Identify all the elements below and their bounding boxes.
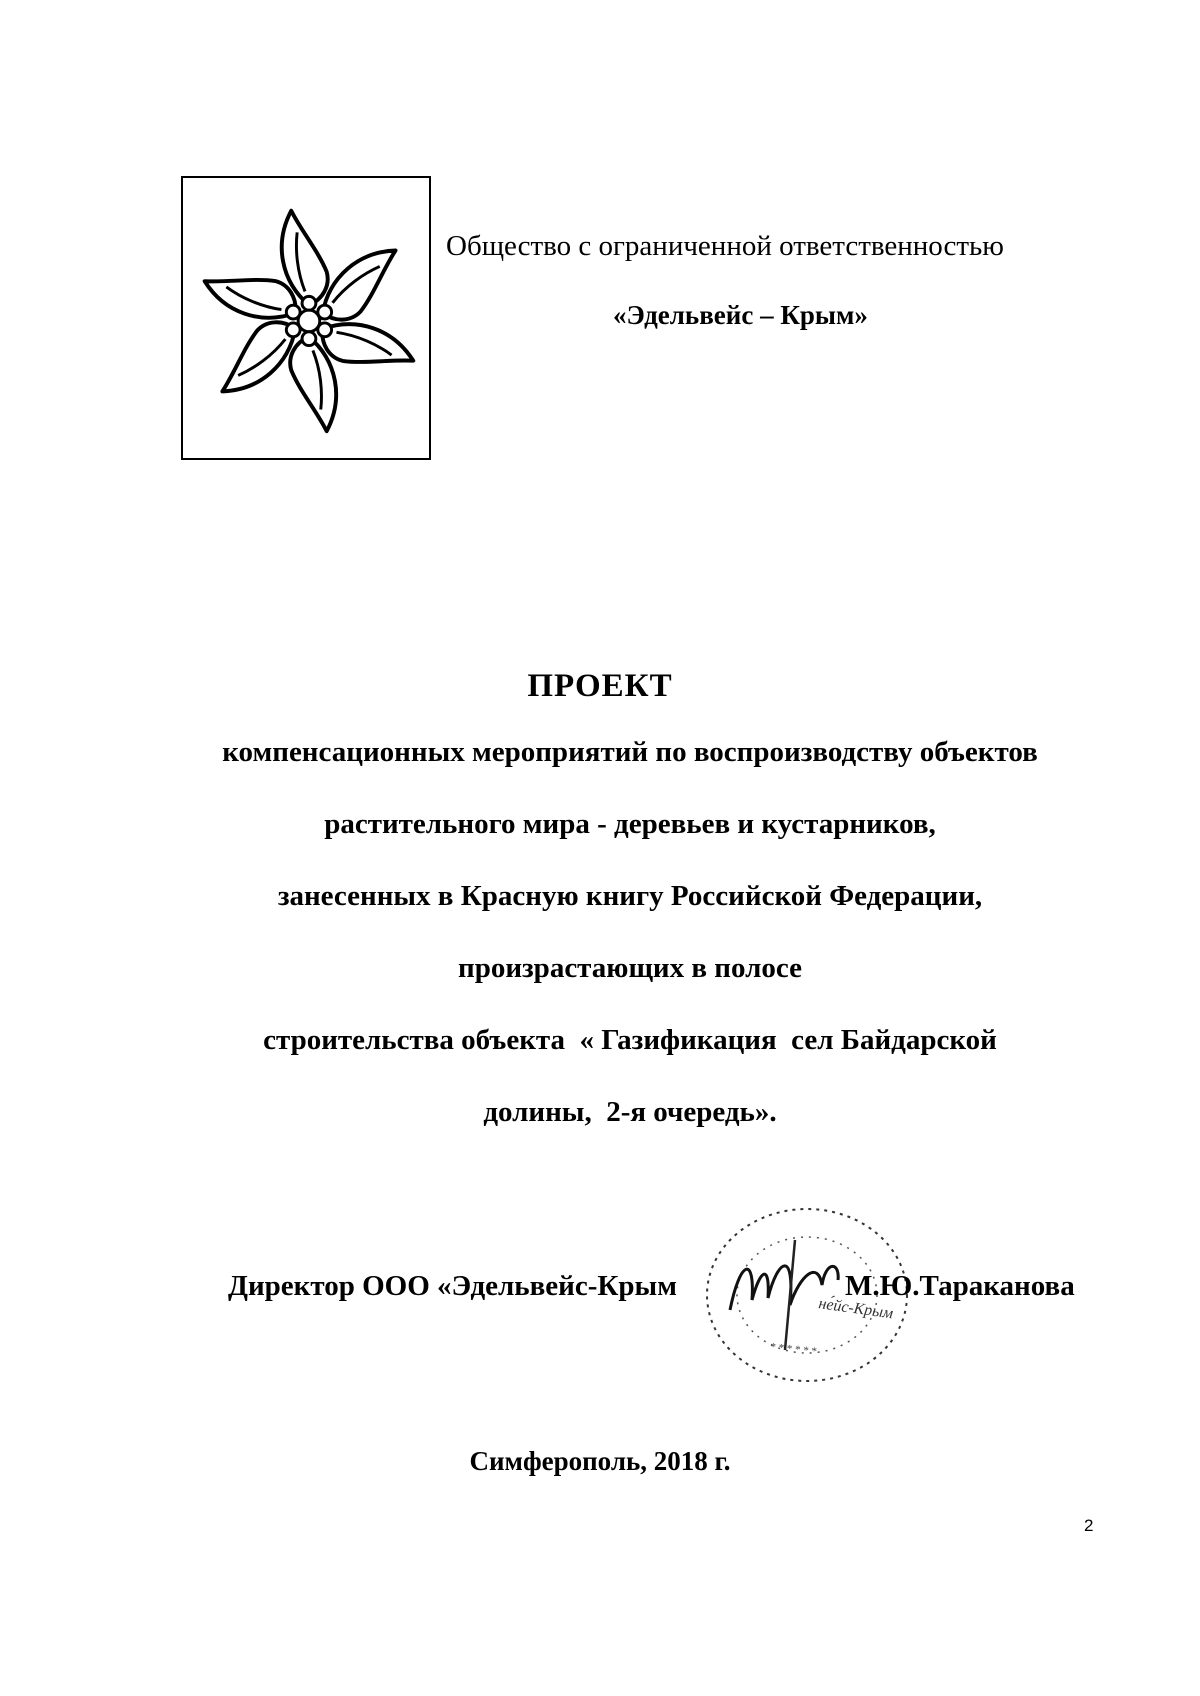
- subtitle-line: компенсационных мероприятий по воспроизводству объектов: [222, 736, 1038, 768]
- city-year: Симферополь, 2018 г.: [469, 1446, 731, 1476]
- page-number: 2: [1084, 1516, 1094, 1535]
- document-subtitle: [150, 732, 1110, 1164]
- company-legal-form: Общество с ограниченной ответственностью: [446, 230, 1004, 262]
- subtitle-line: долины, 2-я очередь».: [483, 1096, 777, 1128]
- document-title: ПРОЕКТ: [527, 668, 673, 704]
- svg-text:не́йс-Крым: не́йс-Крым: [817, 1295, 895, 1323]
- svg-text:* * * * * *: * * * * * *: [769, 1341, 818, 1358]
- subtitle-line: растительного мира - деревьев и кустарников,: [324, 808, 936, 840]
- subtitle-line: строительства объекта « Газификация сел Байдарской: [263, 1024, 997, 1056]
- company-logo: [181, 176, 431, 460]
- director-name: М.Ю.Тараканова: [845, 1270, 1075, 1302]
- edelweiss-flower-icon: [183, 178, 429, 458]
- company-name: «Эдельвейс – Крым»: [613, 300, 868, 330]
- director-title: Директор ООО «Эдельвейс-Крым: [228, 1270, 677, 1302]
- subtitle-line: произрастающих в полосе: [457, 952, 802, 984]
- subtitle-line: занесенных в Красную книгу Российской Федерации,: [277, 880, 983, 912]
